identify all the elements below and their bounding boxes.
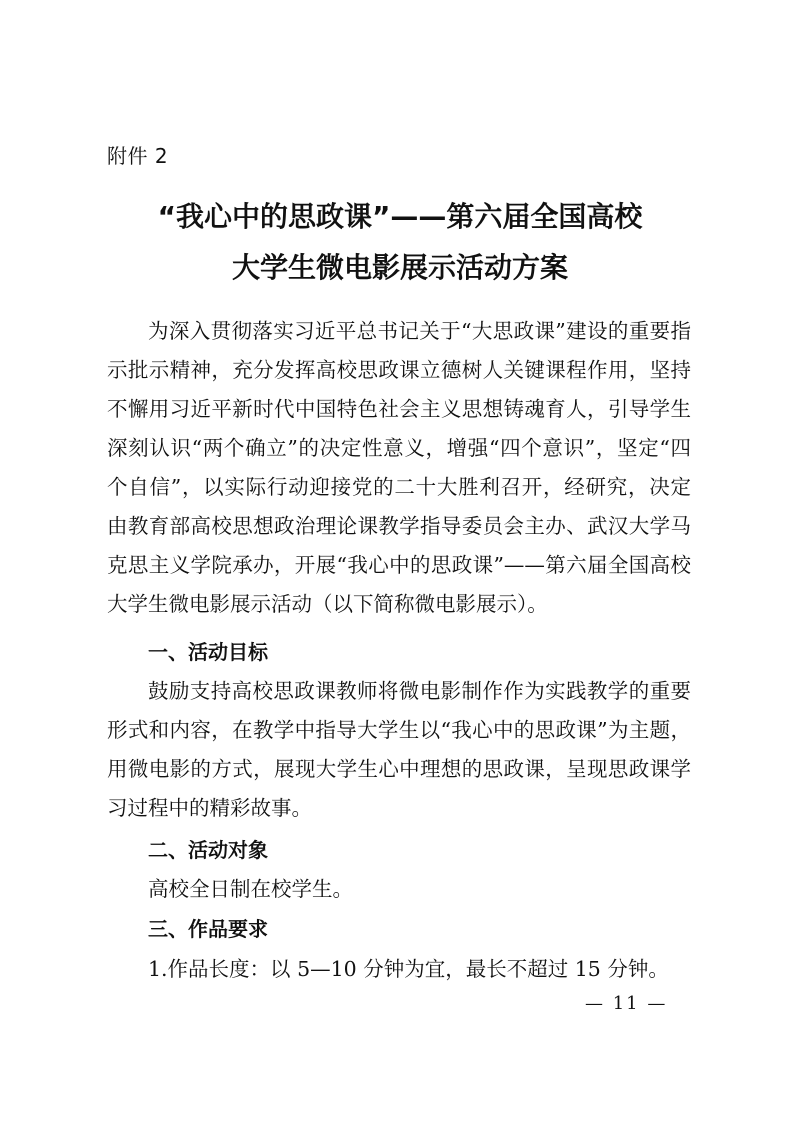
section-body-audience: 高校全日制在校学生。 xyxy=(148,877,353,901)
section-body-requirements: 1.作品长度：以 5—10 分钟为宜，最长不超过 15 分钟。 xyxy=(148,957,669,981)
section-heading-goal: 一、活动目标 xyxy=(148,640,268,664)
section-heading-audience: 二、活动对象 xyxy=(148,838,268,862)
intro-paragraph: 为深入贯彻落实习近平总书记关于“大思政课”建设的重要指示批示精神，充分发挥高校思政课立德树人关键课程作用，坚持不懈用习近平新时代中国特色社会主义思想铸魂育人，引导学生深刻认识“两个确立”的决定性意义，增强“四个意识”，坚定“四个自信”，以实际行动迎接党的二十大胜利召开，经研究，决定由教育部高校思想政治理论课教学指导委员会主办、武汉大学马克思主义学院承办，开展“我心中的思政课”——第六届全国高校大学生微电影展示活动（以下简称微电影展示）。 xyxy=(107,319,691,616)
document-title-line-1: “我心中的思政课”——第六届全国高校 xyxy=(157,200,643,233)
section-heading-requirements: 三、作品要求 xyxy=(148,917,268,941)
section-body-goal: 鼓励支持高校思政课教师将微电影制作作为实践教学的重要形式和内容，在教学中指导大学生以“我心中的思政课”为主题，用微电影的方式，展现大学生心中理想的思政课，呈现思政课学习过程中的精彩故事。 xyxy=(107,679,691,820)
document-title-line-2: 大学生微电影展示活动方案 xyxy=(231,251,568,284)
page-number: — 11 — xyxy=(585,993,668,1014)
attachment-label: 附件 2 xyxy=(107,144,169,168)
